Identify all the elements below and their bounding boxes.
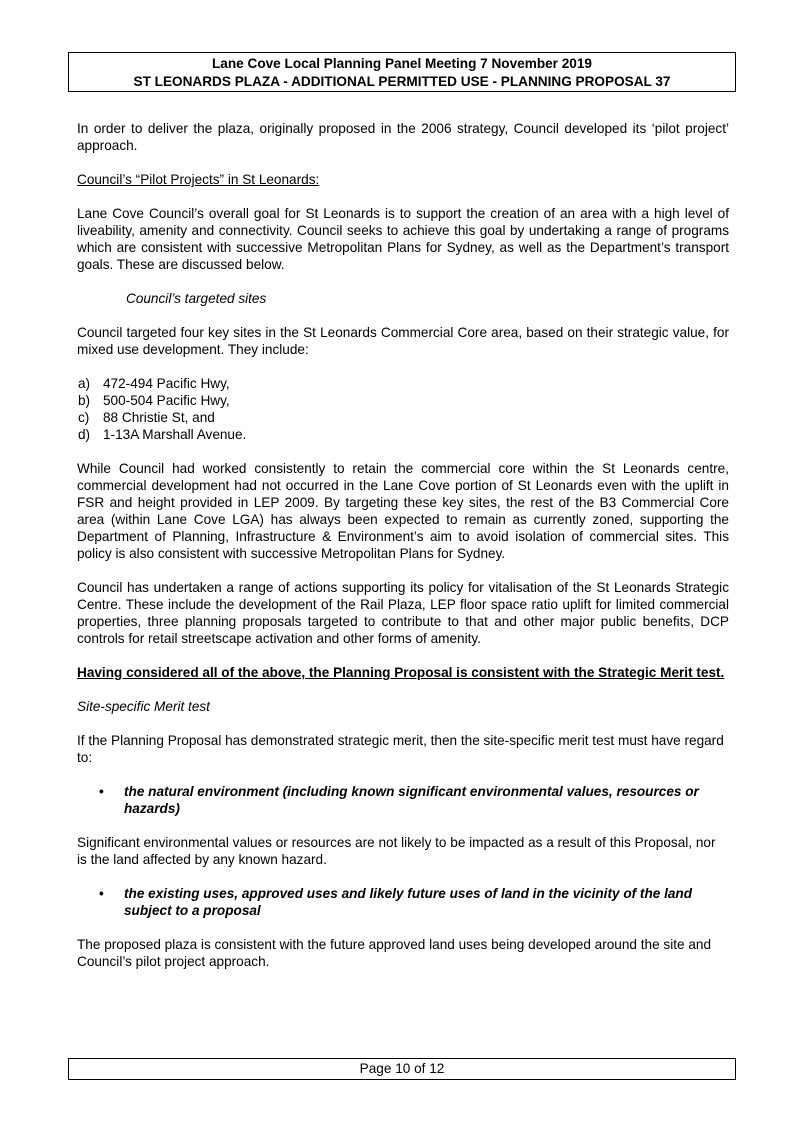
page-number: Page 10 of 12 [359, 1061, 445, 1076]
actions-paragraph: Council has undertaken a range of actions supporting its policy for vitalisation of the St Leonards Strategic Centre. These include the development of the Rail Plaza, LEP floor space ratio uplift for limited commercial properties, three planning proposals targeted to contribute to that and other major public benefits, DCP controls for retail streetscape activation and other forms of amenity. [77, 580, 729, 646]
bullet-icon: • [99, 784, 104, 799]
list-marker: b) [78, 393, 91, 408]
list-item [77, 409, 729, 426]
page-body [77, 120, 729, 987]
targeted-sites-paragraph: Council targeted four key sites in the St Leonards Commercial Core area, based on their strategic value, for mixed use development. They include: [77, 325, 729, 357]
site-specific-heading: Site-specific Merit test [77, 699, 210, 714]
commercial-core-paragraph: While Council had worked consistently to retain the commercial core within the St Leonards centre, commercial development had not occurred in the Lane Cove portion of St Leonards even with the uplift in FSR and height provided in LEP 2009. By targeting these key sites, the rest of the B3 Commercial Core area (within Lane Cove LGA) has always been expected to remain as currently zoned, supporting the Department of Planning, Infrastructure & Environment’s aim to avoid isolation of commercial sites. This policy is also consistent with successive Metropolitan Plans for Sydney. [77, 461, 729, 561]
bullet-text: the existing uses, approved uses and likely future uses of land in the vicinity of the land subject to a proposal [124, 886, 693, 918]
list-marker: a) [78, 376, 91, 391]
report-title: ST LEONARDS PLAZA - ADDITIONAL PERMITTED USE - PLANNING PROPOSAL 37 [133, 74, 671, 89]
list-item-text: 500-504 Pacific Hwy, [103, 393, 230, 408]
goal-paragraph: Lane Cove Council’s overall goal for St Leonards is to support the creation of an area with a high level of liveability, amenity and connectivity. Council seeks to achieve this goal by undertaking a range of programs which are consistent with successive Metropolitan Plans for Sydney, as well as the Department’s transport goals. These are discussed below. [77, 206, 729, 272]
list-item [77, 392, 729, 409]
list-marker: d) [78, 427, 91, 442]
page-header [68, 52, 736, 92]
list-item-text: 472-494 Pacific Hwy, [103, 376, 230, 391]
intro-paragraph: In order to deliver the plaza, originally proposed in the 2006 strategy, Council developed its ‘pilot project’ approach. [77, 121, 729, 153]
site-specific-paragraph: If the Planning Proposal has demonstrated strategic merit, then the site-specific merit test must have regard to: [77, 733, 724, 765]
list-item [77, 426, 729, 443]
bullet-icon: • [99, 886, 104, 901]
page-footer [68, 1058, 736, 1080]
strategic-merit-conclusion: Having considered all of the above, the Planning Proposal is consistent with the Strategic Merit test. [77, 665, 725, 680]
list-item-text: 1-13A Marshall Avenue. [103, 427, 247, 442]
meeting-title: Lane Cove Local Planning Panel Meeting 7 November 2019 [212, 56, 592, 71]
plaza-paragraph: The proposed plaza is consistent with the future approved land uses being developed around the site and Council’s pilot project approach. [77, 937, 712, 969]
list-marker: c) [78, 410, 90, 425]
list-item [77, 375, 729, 392]
bullet-land-uses [77, 885, 729, 919]
bullet-text: the natural environment (including known significant environmental values, resources or hazards) [124, 784, 699, 816]
environment-paragraph: Significant environmental values or resources are not likely to be impacted as a result of this Proposal, nor is the land affected by any known hazard. [77, 835, 716, 867]
targeted-sites-heading: Council’s targeted sites [126, 291, 267, 306]
bullet-natural-environment [77, 783, 729, 817]
list-item-text: 88 Christie St, and [103, 410, 215, 425]
sites-list [77, 375, 729, 443]
pilot-projects-heading: Council’s “Pilot Projects” in St Leonards: [77, 172, 320, 187]
